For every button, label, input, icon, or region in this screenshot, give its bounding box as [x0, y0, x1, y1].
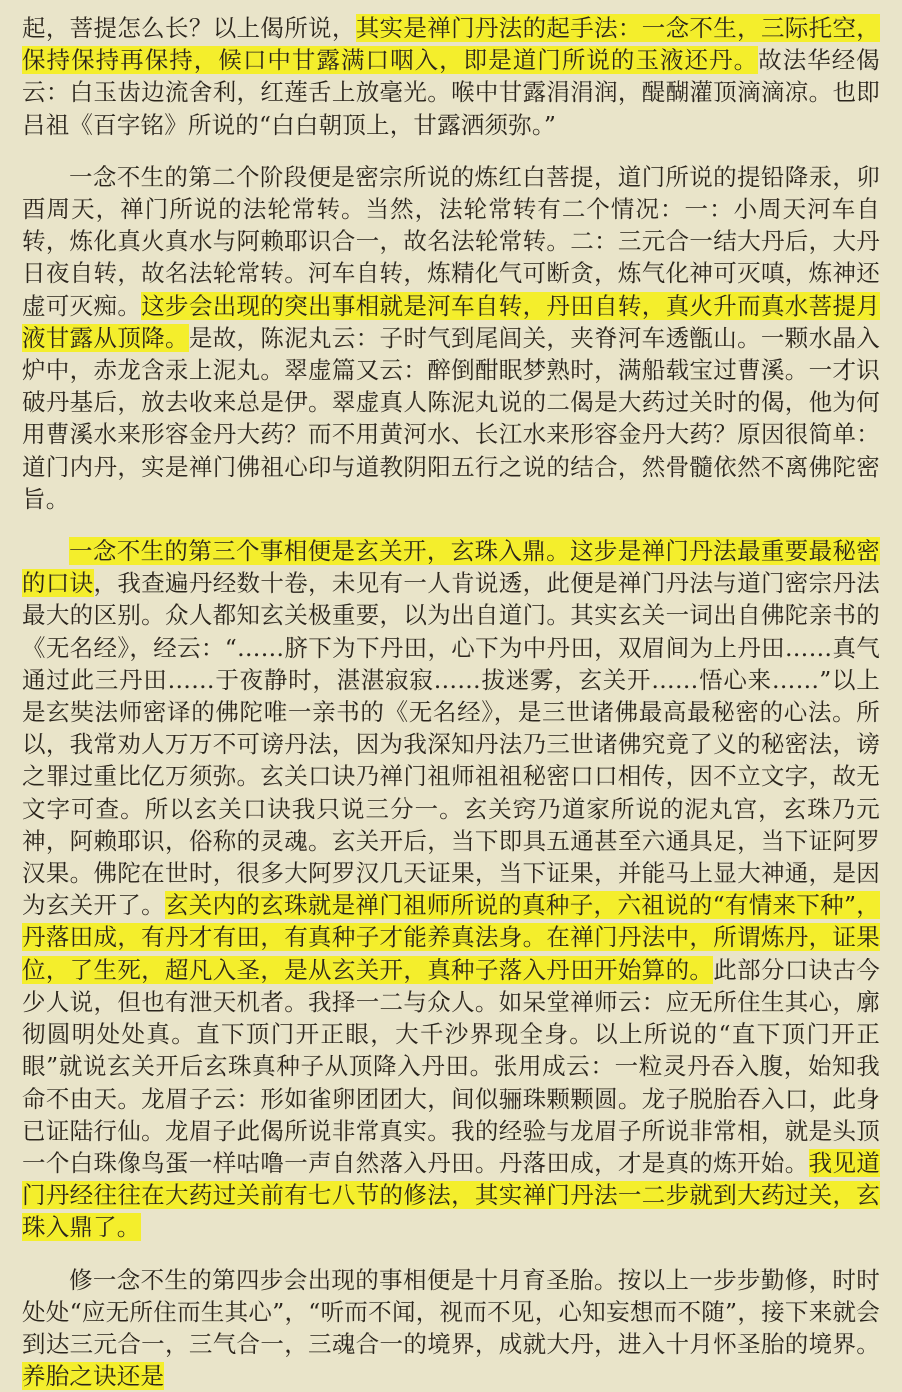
highlighted-text: 一念不生的第三个事相便是玄关开，玄珠入鼎。这步是禅门丹法最重要最秘密的口诀 [22, 537, 880, 598]
text-segment: 一念不生的第二个阶段便是密宗所说的炼红白菩提，道门所说的提铅降汞，卯酉周天，禅门所说的法轮常转。当然，法轮常转有二个情况：一：小周天河车自转，炼化真火真水与阿赖耶识合一，故名法轮常转。二：三元合一结大丹后，大丹日夜自转，故名法轮常转。河车自转，炼精化气可断贪，炼气化神可灭嗔，炼神还虚可灭痴。 [22, 162, 880, 320]
highlighted-text: 我见道门丹经往往在大药过关前有七八节的修法，其实禅门丹法一二步就到大药过关，玄珠入鼎了。 [22, 1148, 880, 1242]
highlighted-text: 其实是禅门丹法的起手法：一念不生，三际托空，保持保持再保持，候口中甘露满口咽入，即是道门所说的玉液还丹。 [22, 14, 880, 75]
text-segment: 是故，陈泥丸云：子时气到尾闾关，夹脊河车透甑山。一颗水晶入炉中，赤龙含汞上泥丸。翠虚篇又云：醉倒酣眠梦熟时，满船载宝过曹溪。一才识破丹基后，放去收来总是伊。翠虚真人陈泥丸说的二偈是大药过关时的偈，他为何用曹溪水来形容金丹大药？而不用黄河水、长江水来形容金丹大药？原因很简单：道门内丹，实是禅门佛祖心印与道教阴阳五行之说的结合，然骨髓依然不离佛陀密旨。 [22, 323, 880, 513]
paragraph-2 [22, 161, 880, 515]
highlighted-text: 玄关内的玄珠就是禅门祖师所说的真种子，六祖说的“有情来下种”，丹落田成，有丹才有田，有真种子才能养真法身。在禅门丹法中，所谓炼丹，证果位，了生死，超凡入圣，是从玄关开，真种子落入丹田开始算的。 [22, 891, 881, 984]
text-segment: 故法华经偈云：白玉齿边流舍利，红莲舌上放毫光。喉中甘露涓涓润，醍醐灌顶滴滴凉。也即吕祖《百字铭》所说的“白白朝顶上，甘露洒须弥。” [22, 46, 881, 139]
text-segment: 此部分口诀古今少人说，但也有泄天机者。我择一二与众人。如呆堂禅师云：应无所住生其心，廓彻圆明处处真。直下顶门开正眼，大千沙界现全身。以上所说的“直下顶门开正眼”就说玄关开后玄珠真种子从顶降入丹田。张用成云：一粒灵丹吞入腹，始知我命不由天。龙眉子云：形如雀卵团团大，间似骊珠颗颗圆。龙子脱胎吞入口，此身已证陆行仙。龙眉子此偈所说非常真实。我的经验与龙眉子所说非常相，就是头顶一个白珠像鸟蛋一样咕噜一声自然落入丹田。丹落田成，才是真的炼开始。 [22, 955, 880, 1177]
text-segment: ，我查遍丹经数十卷，未见有一人肯说透，此便是禅门丹法与道门密宗丹法最大的区别。众人都知玄关极重要，以为出自道门。其实玄关一词出自佛陀亲书的《无名经》，经云：“……脐下为下丹田，心下为中丹田，双眉间为上丹田……真气通过此三丹田……于夜静时，湛湛寂寂……拔迷雾，玄关开……悟心来……”以上是玄奘法师密译的佛陀唯一亲书的《无名经》，是三世诸佛最高最秘密的心法。所以，我常劝人万万不可谤丹法，因为我深知丹法乃三世诸佛究竟了义的秘密法，谤之罪过重比亿万须弥。玄关口诀乃禅门祖师祖祖秘密口口相传，因不立文字，故无文字可查。所以玄关口诀我只说三分一。玄关窍乃道家所说的泥丸宫，玄珠乃元神，阿赖耶识，俗称的灵魂。玄关开后，当下即具五通甚至六通具足，当下证阿罗汉果。佛陀在世时，很多大阿罗汉几天证果，当下证果，并能马上显大神通，是因为玄关开了。 [22, 569, 880, 920]
text-segment: 起，菩提怎么长？以上偈所说， [22, 14, 356, 42]
text-segment: 修一念不生的第四步会出现的事相便是十月育圣胎。按以上一步步勤修，时时处处“应无所住而生其心”，“听而不闻，视而不见，心知妄想而不随”，接下来就会到达三元合一，三气合一，三魂合一的境界，成就大丹，进入十月怀圣胎的境界。 [22, 1265, 880, 1358]
paragraph-4 [22, 1264, 880, 1392]
highlighted-text: 养胎之诀还是 [22, 1362, 165, 1391]
highlighted-text: 这步会出现的突出事相就是河车自转，丹田自转，真火升而真水菩提月液甘露从顶降。 [22, 291, 880, 352]
paragraph-3 [22, 535, 880, 1243]
paragraph-1 [22, 12, 880, 141]
